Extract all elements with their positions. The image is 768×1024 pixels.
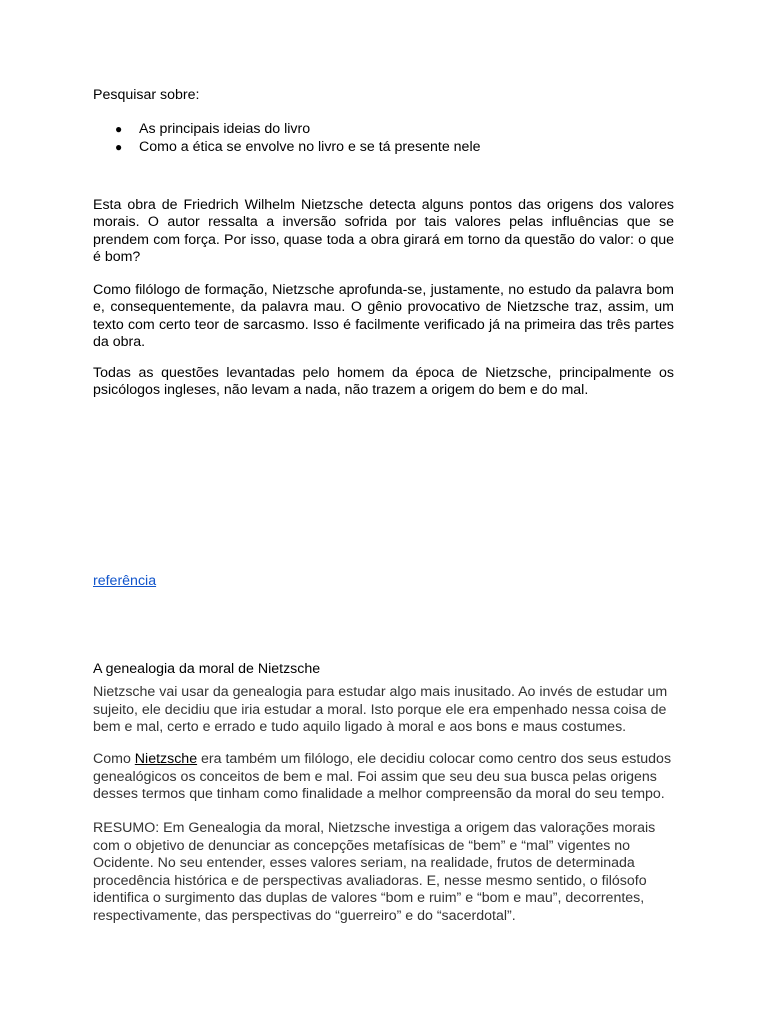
- paragraph-suffix: era também um filólogo, ele decidiu colocar como centro dos seus estudos genealógicos os conceitos de bem e mal. Foi assim que seu deu sua busca pelas origens desses termos que tinham como finalidade a melhor compreensão da moral do seu tempo.: [93, 751, 672, 803]
- reference-link[interactable]: referência: [93, 573, 157, 589]
- genealogy-paragraph: Nietzsche vai usar da genealogia para estudar algo mais inusitado. Ao invés de estudar um sujeito, ele decidiu que iria estudar a moral. Isto porque ele era empenhado nessa coisa de bem e mal, certo e errado e tudo aquilo ligado à moral e aos bons e maus costumes.: [93, 684, 668, 736]
- resumo-paragraph: RESUMO: Em Genealogia da moral, Nietzsche investiga a origem das valorações morais com o objetivo de denunciar as concepções metafísicas de “bem” e “mal” vigentes no Ocidente. No seu entender, esses valores seriam, na realidade, frutos de determinada procedência histórica e de perspectivas avaliadoras. E, nesse mesmo sentido, o filósofo identifica o surgimento das duplas de valores “bom e ruim” e “bom e mau”, decorrentes, respectivamente, das perspectivas do “guerreiro” e do “sacerdotal”.: [93, 820, 656, 924]
- genealogy-title: A genealogia da moral de Nietzsche: [93, 661, 321, 677]
- genealogy-paragraph: [93, 751, 683, 804]
- nietzsche-link[interactable]: Nietzsche: [134, 751, 198, 767]
- bullet-item: [93, 139, 480, 157]
- summary-paragraph: Todas as questões levantadas pelo homem da época de Nietzsche, principalmente os psicólogos ingleses, não levam a nada, não trazem a origem do bem e do mal.: [93, 365, 674, 399]
- bullet-text: Como a ética se envolve no livro e se tá presente nele: [139, 138, 481, 155]
- bullet-dot-icon: ●: [115, 122, 123, 136]
- bullet-text: As principais ideias do livro: [139, 121, 311, 137]
- research-heading: Pesquisar sobre:: [93, 87, 200, 103]
- summary-paragraph: Como filólogo de formação, Nietzsche aprofunda-se, justamente, no estudo da palavra bom e, consequentemente, da palavra mau. O gênio provocativo de Nietzsche traz, assim, um texto com certo teor de sarcasmo. Isso é facilmente verificado já na primeira das três partes da obra.: [93, 282, 674, 350]
- paragraph-prefix: Como: [93, 751, 135, 767]
- bullet-item: [93, 121, 480, 139]
- summary-paragraph: Esta obra de Friedrich Wilhelm Nietzsche detecta alguns pontos das origens dos valores morais. O autor ressalta a inversão sofrida por tais valores pelas influências que se prendem com força. Por isso, quase toda a obra girará em torno da questão do valor: o que é bom?: [93, 197, 674, 265]
- bullet-dot-icon: ●: [115, 139, 123, 154]
- research-bullet-list: [93, 121, 480, 156]
